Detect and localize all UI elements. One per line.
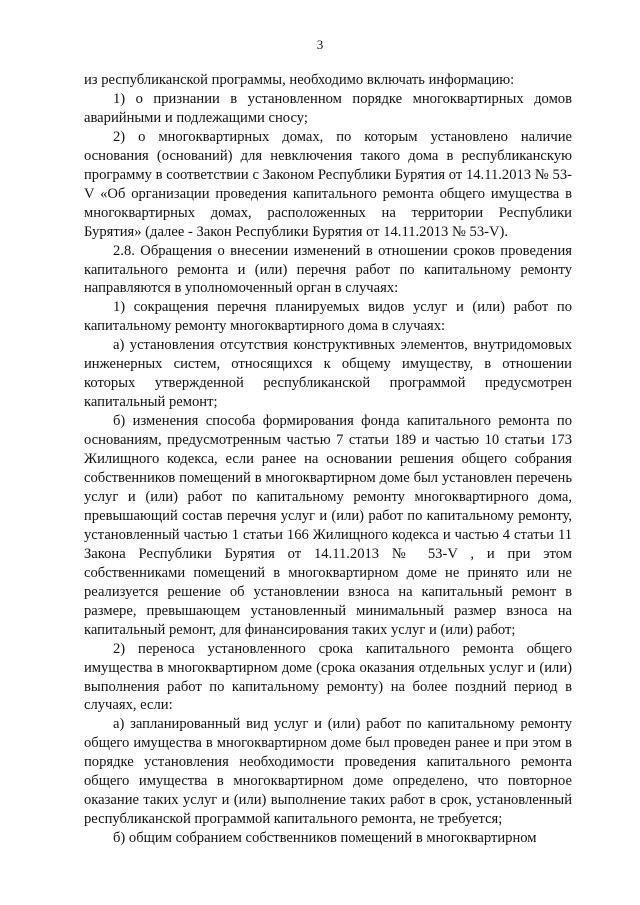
paragraph-subitem-a-absence: а) установления отсутствия конструктивных элементов, внутридомовых инженерных систем, относящихся к общему имуществу, в отношении которых утвержденной республиканской программой предусмотрен капитальный ремонт;	[84, 337, 572, 411]
paragraph-continuation: из республиканской программы, необходимо включать информацию:	[84, 72, 515, 88]
paragraph-subitem-b-general-meeting: б) общим собранием собственников помещений в многоквартирном	[113, 830, 537, 847]
document-body	[84, 71, 572, 848]
paragraph-item-2-exclusion-grounds: 2) о многоквартирных домах, по которым установлено наличие основания (оснований) для невключения такого дома в республиканскую программу в соответствии с Законом Республики Бурятия от 14.11.2013 № 53-V «Об организации проведения капитального ремонта общего имущества в многоквартирных домах, расположенных на территории Республики Бурятия» (далее - Закон Республики Бурятия от 14.11.2013 № 53-V).	[84, 128, 572, 240]
paragraph-subitem-b-fund-change: б) изменения способа формирования фонда капитального ремонта по основаниям, предусмотренным частью 7 статьи 189 и частью 10 статьи 173 Жилищного кодекса, если ранее на основании решения общего собрания собственников помещений в многоквартирном доме был установлен перечень услуг и (или) работ по капитальному ремонту многоквартирного дома, превышающий состав перечня услуг и (или) работ по капитальному ремонту, установленный частью 1 статьи 166 Жилищного кодекса и частью 4 статьи 11 Закона Республики Бурятия от 14.11.2013 № 53-V , и при этом собственниками помещений в многоквартирном доме не принято или не реализуется решение об установлении взноса на капитальный ремонт в размере, превышающем установленный минимальный размер взноса на капитальный ремонт, для финансирования таких услуг и (или) работ;	[84, 413, 572, 638]
paragraph-item-1-reduction: 1) сокращения перечня планируемых видов услуг и (или) работ по капитальному ремонту многоквартирного дома в случаях:	[84, 299, 572, 335]
paragraph-subitem-a-already-done: а) запланированный вид услуг и (или) работ по капитальному ремонту общего имущества в многоквартирном доме был проведен ранее и при этом в порядке установления необходимости проведения капитального ремонта общего имущества в многоквартирном доме определено, что повторное оказание таких услуг и (или) выполнение таких работ в срок, установленный республиканской программой капитального ремонта, не требуется;	[84, 716, 572, 828]
paragraph-item-2-postponement: 2) переноса установленного срока капитального ремонта общего имущества в многоквартирном доме (срока оказания отдельных услуг и (или) выполнения работ по капитальному ремонту) на более поздний период в случаях, если:	[84, 640, 572, 714]
page-number: 3	[316, 37, 324, 52]
paragraph-2-8-requests: 2.8. Обращения о внесении изменений в отношении сроков проведения капитального ремонта и (или) перечня работ по капитальному ремонту направляются в уполномоченный орган в случаях:	[84, 242, 572, 297]
paragraph-item-1-emergency-houses: 1) о признании в установленном порядке многоквартирных домов аварийными и подлежащими сносу;	[84, 90, 572, 126]
